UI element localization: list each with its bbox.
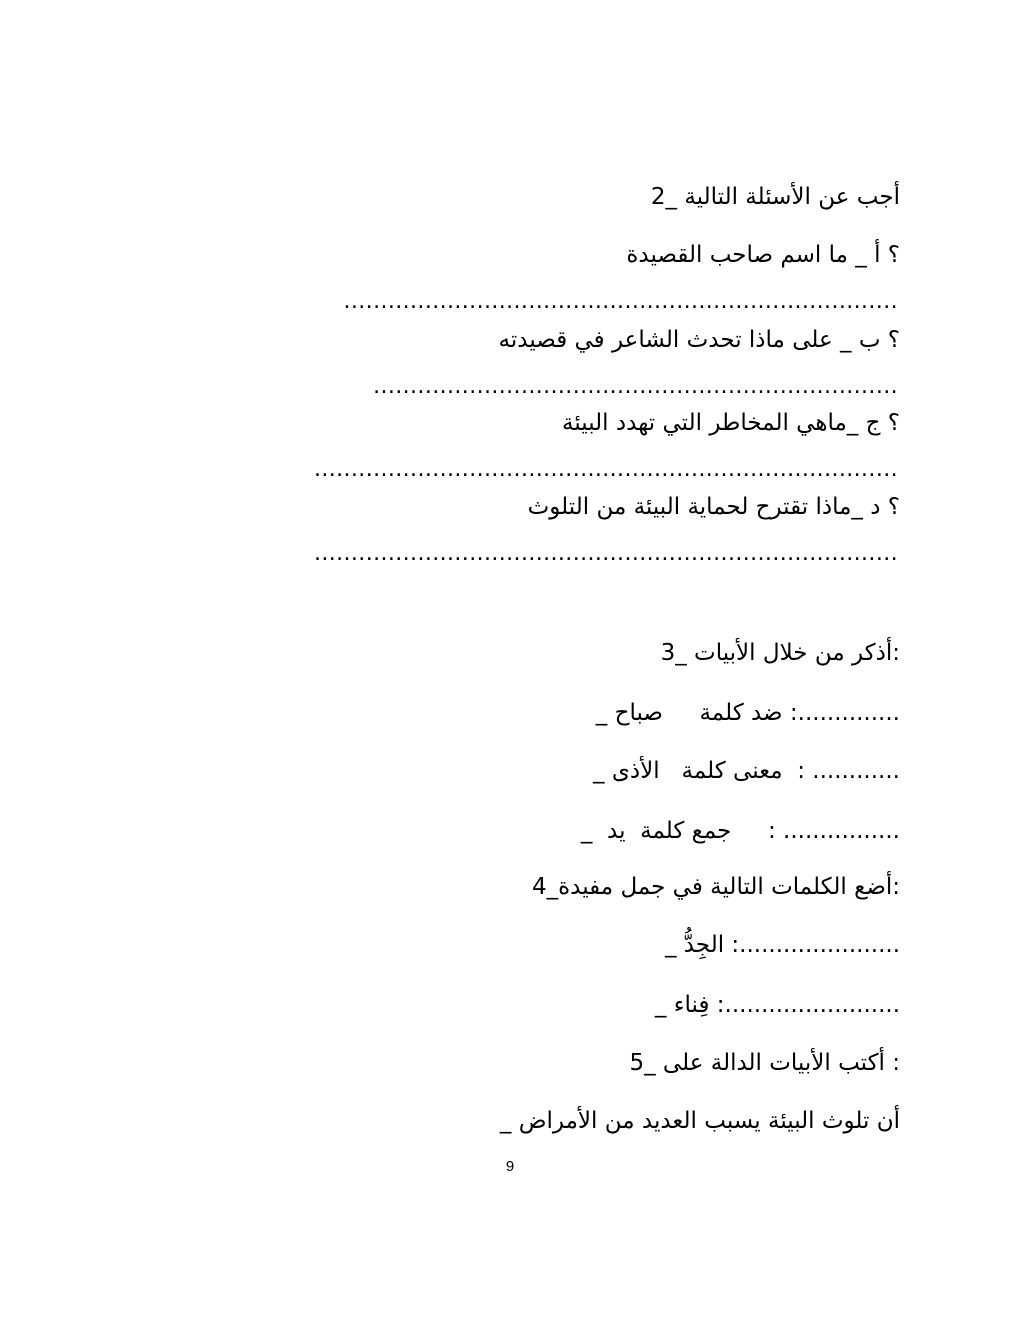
answer-line-c[interactable]: ............................................................................... [313,458,898,482]
section-3-item-3: ................ : جمع كلمة يد _ [580,818,900,844]
section-2-heading: أجب عن الأسئلة التالية _2 [650,184,900,210]
section-3-item-2: ............ : معنى كلمة الأذى _ [593,758,900,784]
section-3-item-1: ..............: ضد كلمة صباح _ [595,700,900,726]
page-number: 9 [505,1158,515,1175]
section-4-item-1: ......................: الجِدُّ _ [664,932,900,958]
question-b: ؟ ب _ على ماذا تحدث الشاعر في قصيدته [498,327,900,353]
question-c: ؟ ج _ماهي المخاطر التي تهدد البيئة [562,410,900,436]
section-3-heading: :أذكر من خلال الأبيات _3 [660,640,900,666]
answer-line-a[interactable]: ........................................................................... [343,290,898,314]
section-4-item-2: ........................: فِناء _ [654,992,900,1018]
answer-line-d[interactable]: ............................................................................... [313,542,898,566]
question-d: ؟ د _ماذا تقترح لحماية البيئة من التلوث [527,494,900,520]
question-a: ؟ أ _ ما اسم صاحب القصيدة [626,242,900,268]
answer-line-b[interactable]: ....................................................................... [373,375,898,399]
section-5-item-1: أن تلوث البيئة يسبب العديد من الأمراض _ [499,1108,900,1134]
section-4-heading: :أضع الكلمات التالية في جمل مفيدة_4 [531,874,900,900]
section-5-heading: : أكتب الأبيات الدالة على _5 [629,1050,900,1076]
